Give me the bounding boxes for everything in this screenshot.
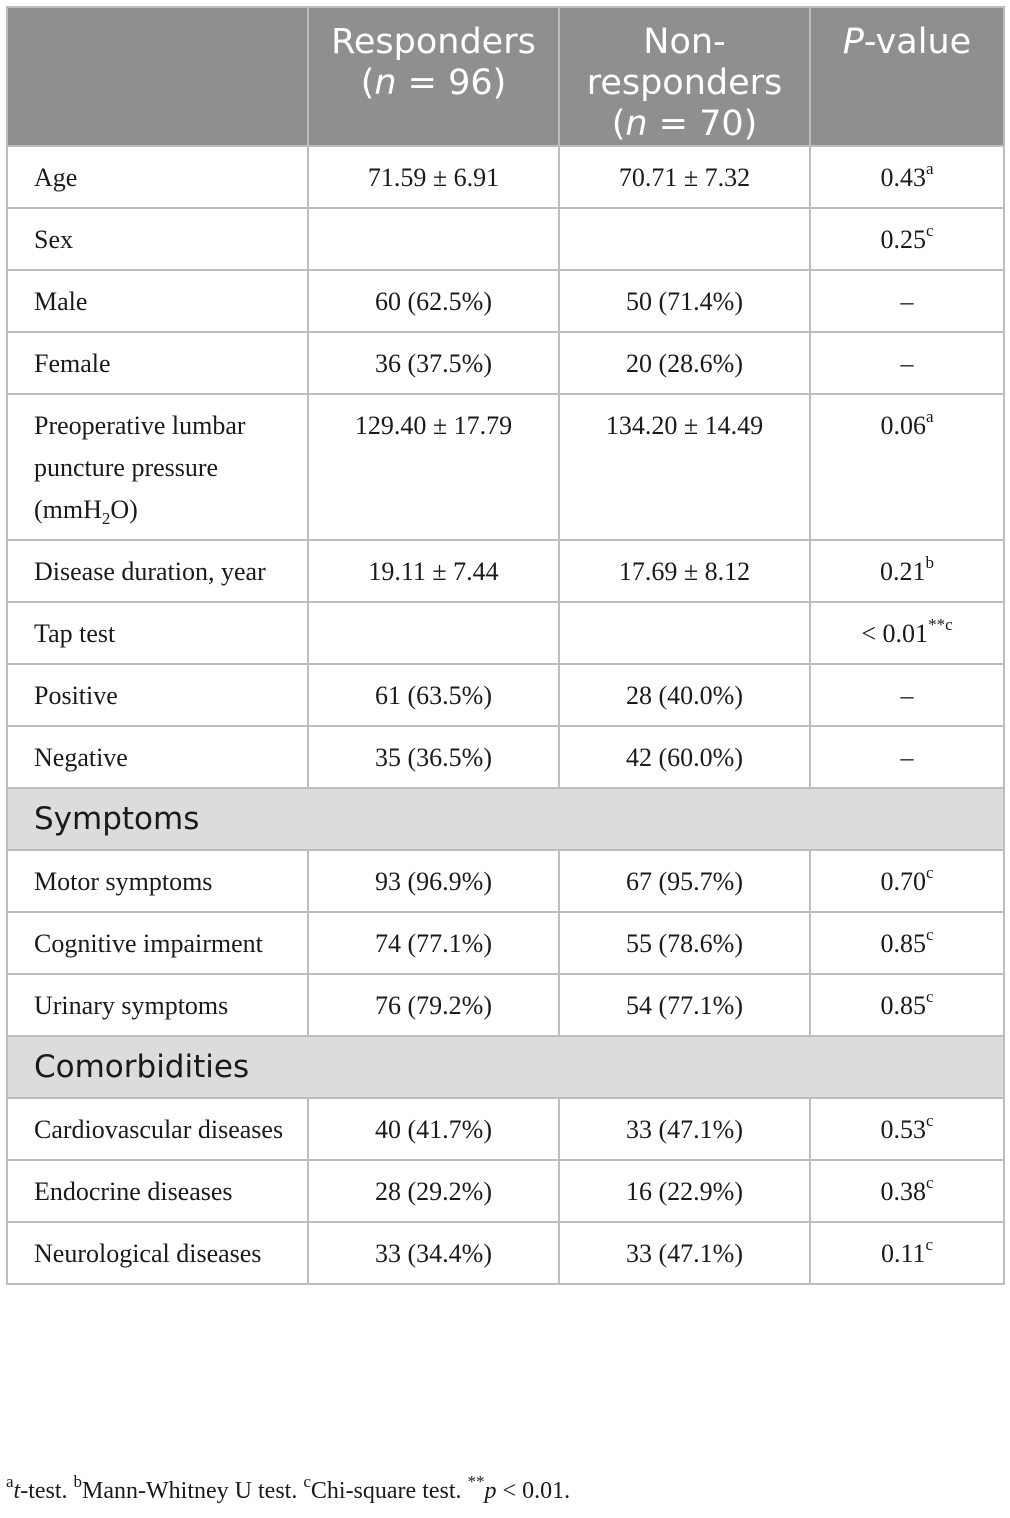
nonresponders-value: 33 (47.1%) <box>559 1222 810 1284</box>
row-label: Urinary symptoms <box>7 974 308 1036</box>
responders-value: 76 (79.2%) <box>308 974 559 1036</box>
data-table <box>6 6 1005 1285</box>
table-row <box>7 974 1004 1036</box>
table-row <box>7 1160 1004 1222</box>
table-footnote: $^a$t-test. $^b$Mann-Whitney U test. $^c$Chi-square test. **p < 0.01. <box>6 1472 571 1504</box>
nonresponders-value: 17.69 ± 8.12 <box>559 540 810 602</box>
section-title: Comorbidities <box>7 1036 1004 1098</box>
responders-value: 35 (36.5%) <box>308 726 559 788</box>
row-label: Sex <box>7 208 308 270</box>
p-value: 0.85$^c$ <box>810 912 1004 974</box>
responders-value: 40 (41.7%) <box>308 1098 559 1160</box>
table-row <box>7 1098 1004 1160</box>
nonresponders-value: 20 (28.6%) <box>559 332 810 394</box>
p-value: – <box>810 270 1004 332</box>
responders-value: 60 (62.5%) <box>308 270 559 332</box>
row-label: Negative <box>7 726 308 788</box>
p-value: 0.21$^b$ <box>810 540 1004 602</box>
row-label: Endocrine diseases <box>7 1160 308 1222</box>
row-label: Age <box>7 146 308 208</box>
nonresponders-value <box>559 208 810 270</box>
responders-value: 33 (34.4%) <box>308 1222 559 1284</box>
responders-value: 61 (63.5%) <box>308 664 559 726</box>
responders-value: 93 (96.9%) <box>308 850 559 912</box>
row-label: Disease duration, year <box>7 540 308 602</box>
p-value: < $0.01^{**c}$ <box>810 602 1004 664</box>
responders-value: 19.11 ± 7.44 <box>308 540 559 602</box>
responders-value <box>308 208 559 270</box>
responders-value <box>308 602 559 664</box>
header-row <box>7 7 1004 146</box>
table-row <box>7 1222 1004 1284</box>
header-label-cell <box>7 7 308 146</box>
row-label: Female <box>7 332 308 394</box>
nonresponders-value: 70.71 ± 7.32 <box>559 146 810 208</box>
p-value: 0.43$^a$ <box>810 146 1004 208</box>
table-row <box>7 726 1004 788</box>
p-value: 0.38$^c$ <box>810 1160 1004 1222</box>
nonresponders-value: 16 (22.9%) <box>559 1160 810 1222</box>
nonresponders-value <box>559 602 810 664</box>
p-value: 0.06$^a$ <box>810 394 1004 540</box>
section-title: Symptoms <box>7 788 1004 850</box>
header-pvalue: P-value <box>810 7 1004 146</box>
table-row <box>7 332 1004 394</box>
table-row <box>7 912 1004 974</box>
row-label: Cognitive impairment <box>7 912 308 974</box>
table-row <box>7 664 1004 726</box>
table-row <box>7 270 1004 332</box>
p-value: – <box>810 332 1004 394</box>
nonresponders-value: 134.20 ± 14.49 <box>559 394 810 540</box>
row-label: Neurological diseases <box>7 1222 308 1284</box>
nonresponders-value: 33 (47.1%) <box>559 1098 810 1160</box>
nonresponders-value: 55 (78.6%) <box>559 912 810 974</box>
table-row <box>7 208 1004 270</box>
table-row <box>7 394 1004 540</box>
responders-value: 74 (77.1%) <box>308 912 559 974</box>
table-row <box>7 540 1004 602</box>
row-label: Positive <box>7 664 308 726</box>
nonresponders-value: 28 (40.0%) <box>559 664 810 726</box>
p-value: – <box>810 664 1004 726</box>
header-responders: Responders (n = 96) <box>308 7 559 146</box>
p-value: – <box>810 726 1004 788</box>
table-row <box>7 850 1004 912</box>
p-value: 0.53$^c$ <box>810 1098 1004 1160</box>
row-label: Preoperative lumbar puncture pressure (mmH$_2$O) <box>7 394 308 540</box>
row-label: Motor symptoms <box>7 850 308 912</box>
section-row-comorbidities <box>7 1036 1004 1098</box>
p-value: 0.85$^c$ <box>810 974 1004 1036</box>
table-row <box>7 146 1004 208</box>
section-row-symptoms <box>7 788 1004 850</box>
header-nonresponders: Non- responders (n = 70) <box>559 7 810 146</box>
p-value: 0.70$^c$ <box>810 850 1004 912</box>
row-label: Cardiovascular diseases <box>7 1098 308 1160</box>
nonresponders-value: 54 (77.1%) <box>559 974 810 1036</box>
responders-value: 36 (37.5%) <box>308 332 559 394</box>
responders-value: 28 (29.2%) <box>308 1160 559 1222</box>
table-row <box>7 602 1004 664</box>
nonresponders-value: 50 (71.4%) <box>559 270 810 332</box>
row-label: Tap test <box>7 602 308 664</box>
nonresponders-value: 42 (60.0%) <box>559 726 810 788</box>
responders-value: 71.59 ± 6.91 <box>308 146 559 208</box>
row-label: Male <box>7 270 308 332</box>
p-value: 0.25$^c$ <box>810 208 1004 270</box>
responders-value: 129.40 ± 17.79 <box>308 394 559 540</box>
nonresponders-value: 67 (95.7%) <box>559 850 810 912</box>
p-value: 0.11$^c$ <box>810 1222 1004 1284</box>
